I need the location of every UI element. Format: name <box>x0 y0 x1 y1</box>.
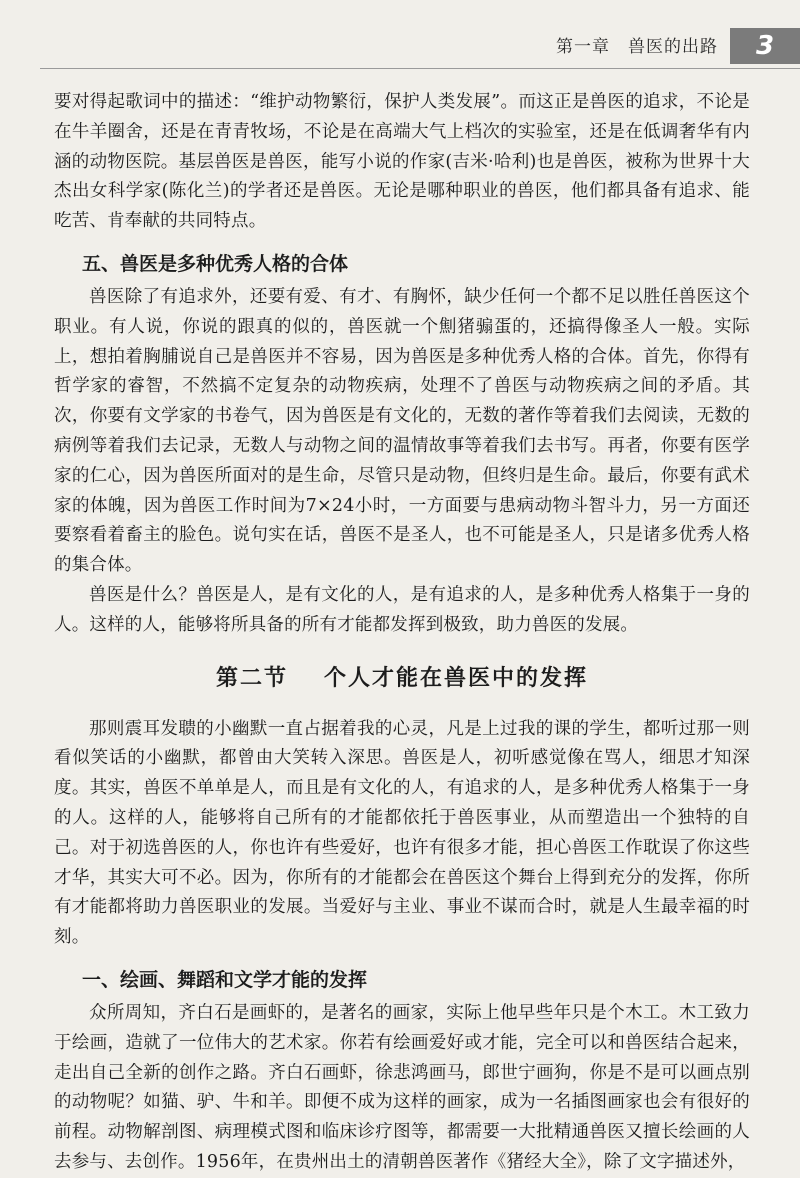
subsection-heading-one: 一、绘画、舞蹈和文学才能的发挥 <box>82 968 368 991</box>
paragraph-continued: 要对得起歌词中的描述：“维护动物繁衍，保护人类发展”。而这正是兽医的追求，不论是在牛羊圈舍，还是在青青牧场，不论是在高端大气上档次的实验室，还是在低调奢华有内涵的动物医院。基层兽医是兽医，能写小说的作家(吉米·哈利)也是兽医，被称为世界十大杰出女科学家(陈化兰)的学者还是兽医。无论是哪种职业的兽医，他们都具备有追求、能吃苦、肯奉献的共同特点。 <box>54 92 750 232</box>
paragraph: 兽医是什么？兽医是人，是有文化的人，是有追求的人，是多种优秀人格集于一身的人。这样的人，能够将所具备的所有才能都发挥到极致，助力兽医的发展。 <box>54 584 750 635</box>
page-header <box>0 0 800 80</box>
page-number: 3 <box>730 28 800 64</box>
paragraph: 兽医除了有追求外，还要有爱、有才、有胸怀，缺少任何一个都不足以胜任兽医这个职业。有人说，你说的跟真的似的，兽医就一个劁猪骟蛋的，还搞得像圣人一般。实际上，想拍着胸脯说自己是兽医并不容易，因为兽医是多种优秀人格的合体。首先，你得有哲学家的睿智，不然搞不定复杂的动物疾病，处理不了兽医与动物疾病之间的矛盾。其次，你要有文学家的书卷气，因为兽医是有文化的，无数的著作等着我们去阅读，无数的病例等着我们去记录，无数人与动物之间的温情故事等着我们去书写。再者，你要有医学家的仁心，因为兽医所面对的是生命，尽管只是动物，但终归是生命。最后，你要有武术家的体魄，因为兽医工作时间为7×24小时，一方面要与患病动物斗智斗力，另一方面还要察看着畜主的脸色。说句实在话，兽医不是圣人，也不可能是圣人，只是诸多优秀人格的集合体。 <box>54 286 750 576</box>
page-body <box>54 88 750 1178</box>
section-number: 第二节 <box>215 665 288 691</box>
subsection-heading-five: 五、兽医是多种优秀人格的合体 <box>82 252 349 275</box>
paragraph: 那则震耳发聩的小幽默一直占据着我的心灵，凡是上过我的课的学生，都听过那一则看似笑话的小幽默，都曾由大笑转入深思。兽医是人，初听感觉像在骂人，细思才知深度。其实，兽医不单单是人，而且是有文化的人，有追求的人，是多种优秀人格集于一身的人。这样的人，能够将自己所有的才能都依托于兽医事业，从而塑造出一个独特的自己。对于初选兽医的人，你也许有些爱好，也许有很多才能，担心兽医工作耽误了你这些才华，其实大可不必。因为，你所有的才能都会在兽医这个舞台上得到充分的发挥，你所有才能都将助力兽医职业的发展。当爱好与主业、事业不谋而合时，就是人生最幸福的时刻。 <box>54 718 750 948</box>
chapter-title: 第一章 兽医的出路 <box>556 37 718 57</box>
header-divider <box>40 68 800 69</box>
paragraph: 众所周知，齐白石是画虾的，是著名的画家，实际上他早些年只是个木工。木工致力于绘画，造就了一位伟大的艺术家。你若有绘画爱好或才能，完全可以和兽医结合起来，走出自己全新的创作之路。齐白石画虾，徐悲鸿画马，郎世宁画狗，你是不是可以画点别的动物呢？如猫、驴、牛和羊。即便不成为这样的画家，成为一名插图画家也会有很好的前程。动物解剖图、病理模式图和临床诊疗图等，都需要一大批精通兽医又擅长绘画的人去参与、去创作。1956年，在贵州出土的清朝兽医著作《猪经大全》，除了文字描述外， <box>54 1002 750 1172</box>
section-title: 个人才能在兽医中的发挥 <box>324 665 589 691</box>
section-heading <box>54 663 750 695</box>
